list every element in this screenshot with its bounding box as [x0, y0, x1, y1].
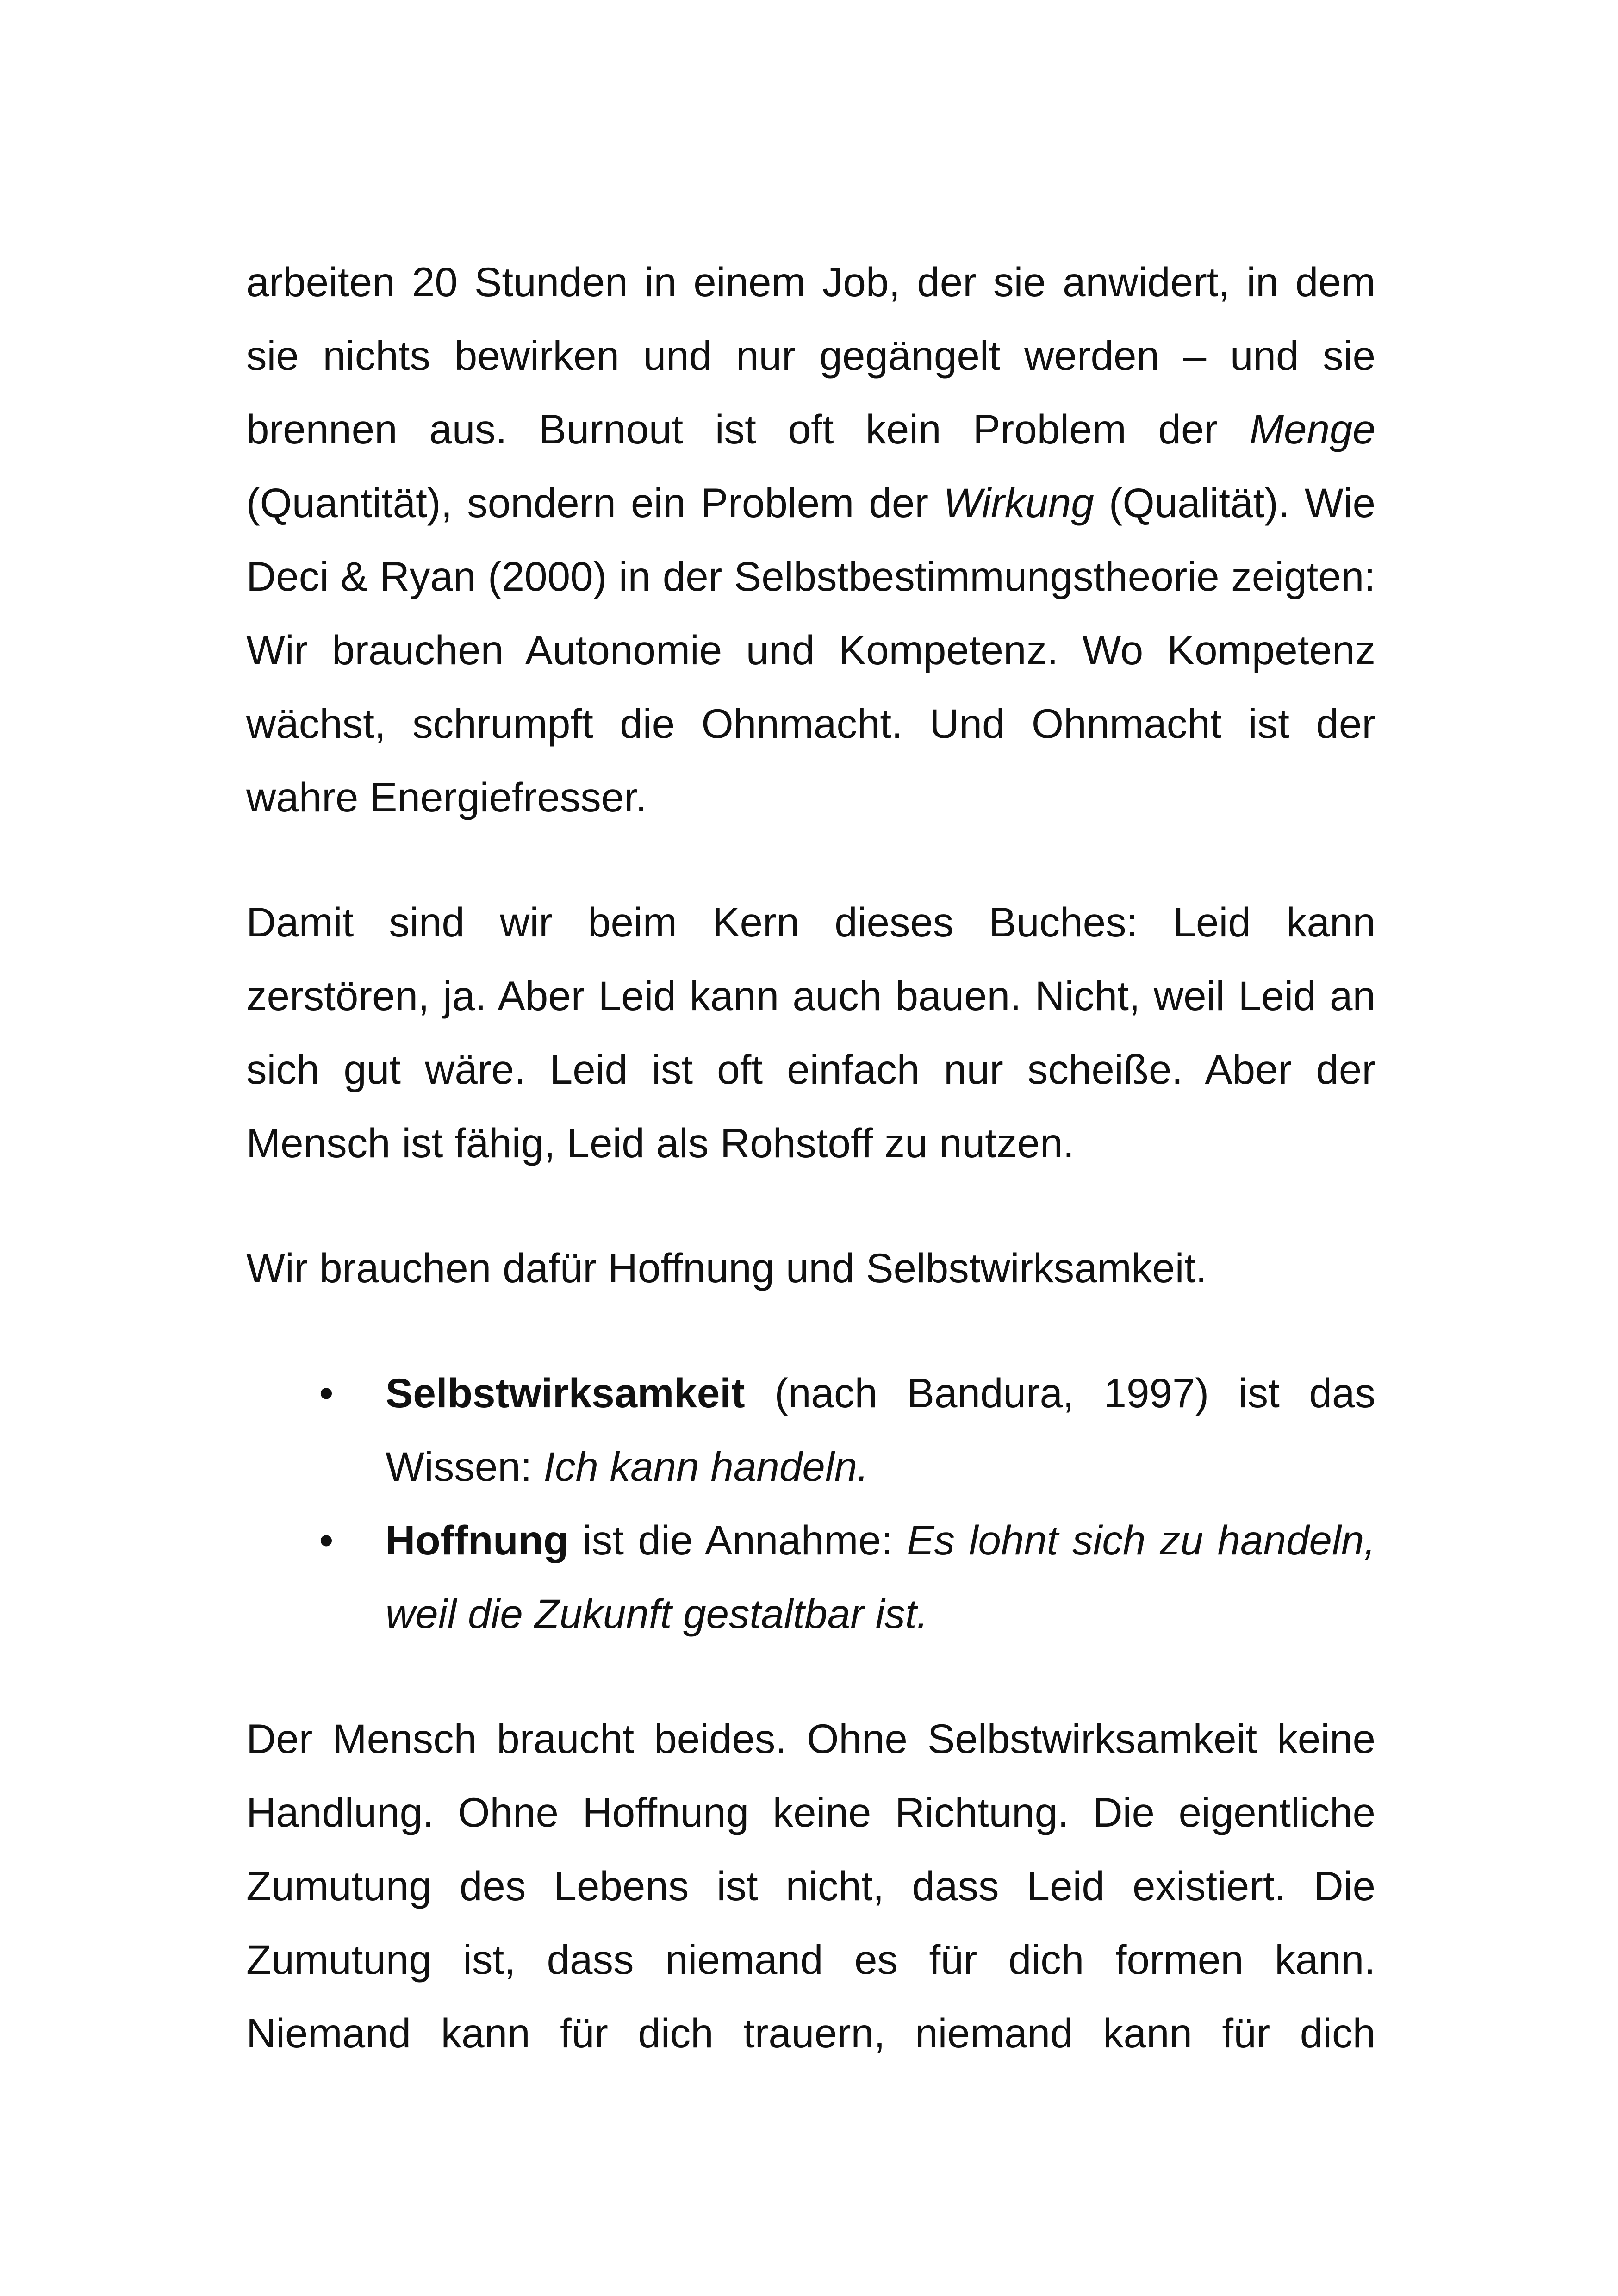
list-item-emphasis: Es lohnt sich zu handeln, weil die Zukunft gestaltbar ist. — [386, 1517, 1375, 1637]
list-item-text: (nach Bandura, 1997) ist das Wissen: — [386, 1370, 1375, 1490]
emphasis-wirkung: Wirkung — [943, 480, 1094, 526]
paragraph-leid: Damit sind wir beim Kern dieses Buches: Leid kann zerstören, ja. Aber Leid kann auch bauen. Nicht, weil Leid an sich gut wäre. Leid ist oft einfach nur scheiße. Aber der Mensch ist fähig, Leid als Rohstoff zu nutzen. — [246, 899, 1375, 1166]
paragraph-gap — [246, 834, 1375, 886]
paragraph-gap — [246, 1305, 1375, 1356]
bullet-list — [246, 1356, 1375, 1651]
list-item-selbstwirksamkeit — [246, 1356, 1375, 1504]
paragraph-hoffnung-intro: Wir brauchen dafür Hoffnung und Selbstwirksamkeit. — [246, 1245, 1207, 1291]
paragraph-gap — [246, 1651, 1375, 1702]
list-item-hoffnung — [246, 1504, 1375, 1651]
paragraph-zumutung: Der Mensch braucht beides. Ohne Selbstwirksamkeit keine Handlung. Ohne Hoffnung keine Richtung. Die eigentliche Zumutung des Lebens ist nicht, dass Leid existiert. Die Zumutung ist, dass niemand es für dich formen kann. Niemand kann für dich trauern, niemand kann für dich — [246, 1716, 1375, 2056]
paragraph-burnout — [246, 245, 1375, 834]
term-selbstwirksamkeit: Selbstwirksamkeit — [386, 1370, 745, 1416]
term-hoffnung: Hoffnung — [386, 1517, 569, 1563]
bullet-icon: • — [319, 1517, 334, 1563]
list-item-emphasis: Ich kann handeln. — [543, 1443, 869, 1490]
paragraph-text: arbeiten 20 Stunden in einem Job, der sie anwidert, in dem sie nichts bewirken und nur gegängelt werden – und sie brennen aus. Burnout ist oft kein Problem der — [246, 259, 1375, 452]
bullet-icon: • — [319, 1370, 334, 1416]
paragraph-text: (Quantität), sondern ein Problem der — [246, 480, 944, 526]
paragraph-text: (Qualität). Wie Deci & Ryan (2000) in der Selbstbestimmungstheorie zeigten: Wir brauchen Autonomie und Kompetenz. Wo Kompetenz wächst, schrumpft die Ohnmacht. Und Ohnmacht ist der wahre Energiefresser. — [246, 480, 1375, 820]
page-body — [246, 245, 1375, 2070]
list-item-text: ist die Annahme: — [568, 1517, 907, 1563]
paragraph-gap — [246, 1180, 1375, 1231]
emphasis-menge: Menge — [1249, 406, 1375, 452]
